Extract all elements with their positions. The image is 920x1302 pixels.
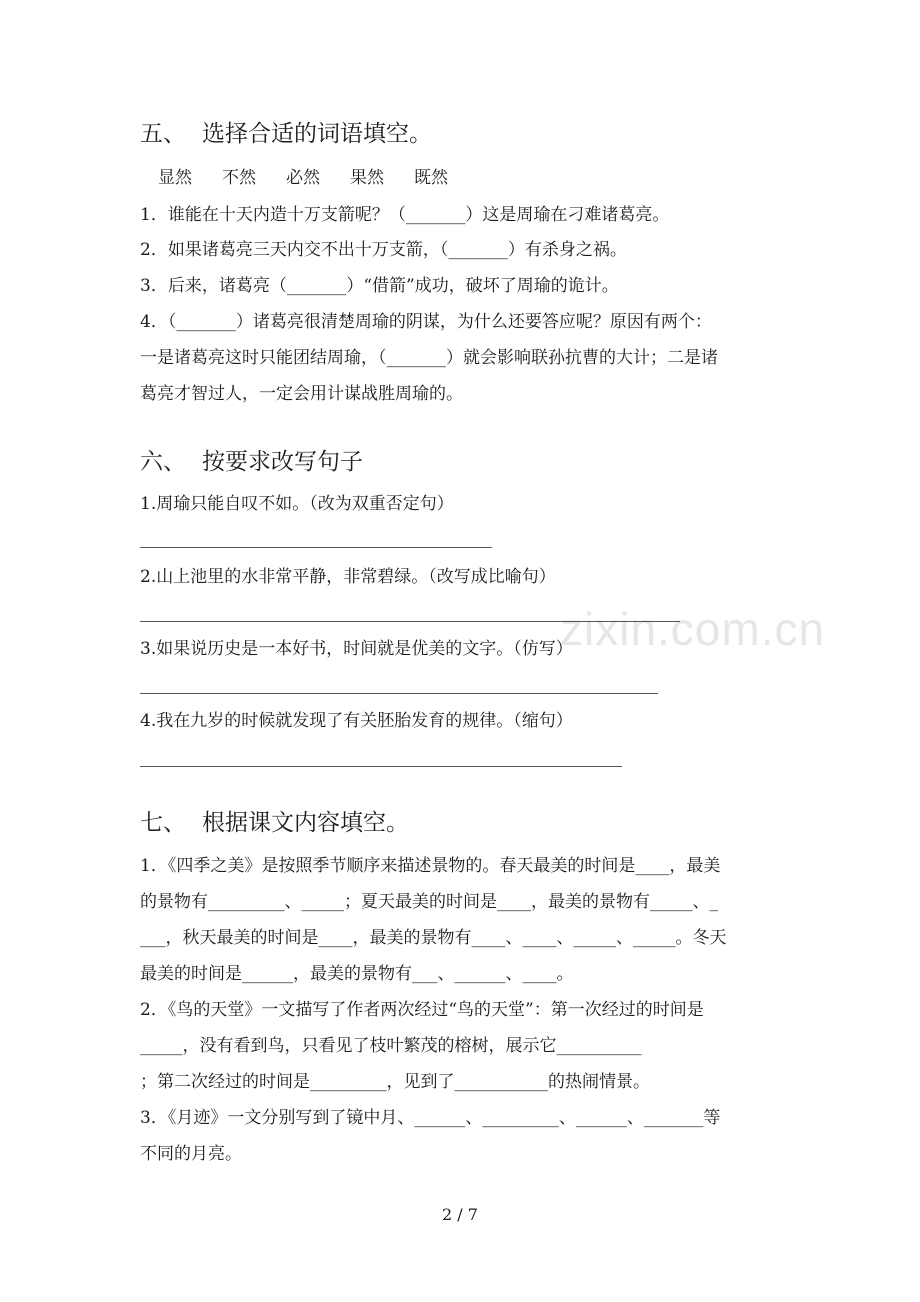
section7-line-1: 1．《四季之美》是按照季节顺序来描述景物的。春天最美的时间是____，最美 xyxy=(140,856,721,876)
word-option: 果然 xyxy=(350,168,384,188)
section6-item-4: 4.我在九岁的时候就发现了有关胚胎发育的规律。（缩句） xyxy=(140,711,573,731)
section5-question-4: 4．（_______）诸葛亮很清楚周瑜的阴谋，为什么还要答应呢？原因有两个： xyxy=(140,312,712,332)
word-option: 显然 xyxy=(158,168,192,188)
section7-line-3: ___，秋天最美的时间是____，最美的景物有____、____、_____、_____。冬天 xyxy=(140,928,727,948)
answer-line-2 xyxy=(140,621,680,622)
word-option: 必然 xyxy=(286,168,320,188)
section6-heading xyxy=(140,447,363,477)
section7-line-7: ；第二次经过的时间是_________，见到了___________的热闹情景。 xyxy=(140,1072,650,1092)
answer-line-3 xyxy=(140,693,658,694)
section5-question-2: 2．如果诸葛亮三天内交不出十万支箭，（_______）有杀身之祸。 xyxy=(140,240,627,260)
section5-question-4-cont: 一是诸葛亮这时只能团结周瑜，（_______）就会影响联孙抗曹的大计；二是诸 xyxy=(140,348,718,368)
section7-line-4: 最美的时间是______，最美的景物有___、______、____。 xyxy=(140,964,574,984)
word-bank xyxy=(158,166,478,190)
section5-number: 五、 xyxy=(140,121,186,147)
section7-line-6: _____，没有看到鸟，只看见了枝叶繁茂的榕树，展示它__________ xyxy=(140,1036,642,1056)
section5-title: 选择合适的词语填空。 xyxy=(202,121,432,147)
page-number: 2 / 7 xyxy=(442,1205,478,1224)
section5-question-4-end: 葛亮才智过人，一定会用计谋战胜周瑜的。 xyxy=(140,384,463,404)
section5-heading xyxy=(140,119,432,149)
section7-line-5: 2．《鸟的天堂》一文描写了作者两次经过“鸟的天堂”：第一次经过的时间是 xyxy=(140,1000,704,1020)
section6-title: 按要求改写句子 xyxy=(202,449,363,475)
watermark: zixin.com.cn xyxy=(560,603,826,655)
section5-question-3: 3．后来，诸葛亮（_______）“借箭”成功，破坏了周瑜的诡计。 xyxy=(140,276,619,296)
section7-heading xyxy=(140,808,409,838)
section7-line-8: 3．《月迹》一文分别写到了镜中月、______、_________、______、_______等 xyxy=(140,1108,721,1128)
section7-number: 七、 xyxy=(140,810,186,836)
answer-line-4 xyxy=(140,766,622,767)
section7-line-9: 不同的月亮。 xyxy=(140,1144,242,1164)
section5-question-1: 1．谁能在十天内造十万支箭呢？（_______）这是周瑜在刁难诸葛亮。 xyxy=(140,205,670,225)
word-option: 既然 xyxy=(414,168,448,188)
section7-line-2: 的景物有_________、_____；夏天最美的时间是____，最美的景物有_____、_ xyxy=(140,892,718,912)
answer-line-1 xyxy=(140,547,492,548)
word-option: 不然 xyxy=(222,168,256,188)
section6-item-3: 3.如果说历史是一本好书，时间就是优美的文字。（仿写） xyxy=(140,639,573,659)
section6-number: 六、 xyxy=(140,449,186,475)
section7-title: 根据课文内容填空。 xyxy=(202,810,409,836)
section6-item-1: 1.周瑜只能自叹不如。（改为双重否定句） xyxy=(140,494,454,514)
section6-item-2: 2.山上池里的水非常平静，非常碧绿。（改写成比喻句） xyxy=(140,567,556,587)
